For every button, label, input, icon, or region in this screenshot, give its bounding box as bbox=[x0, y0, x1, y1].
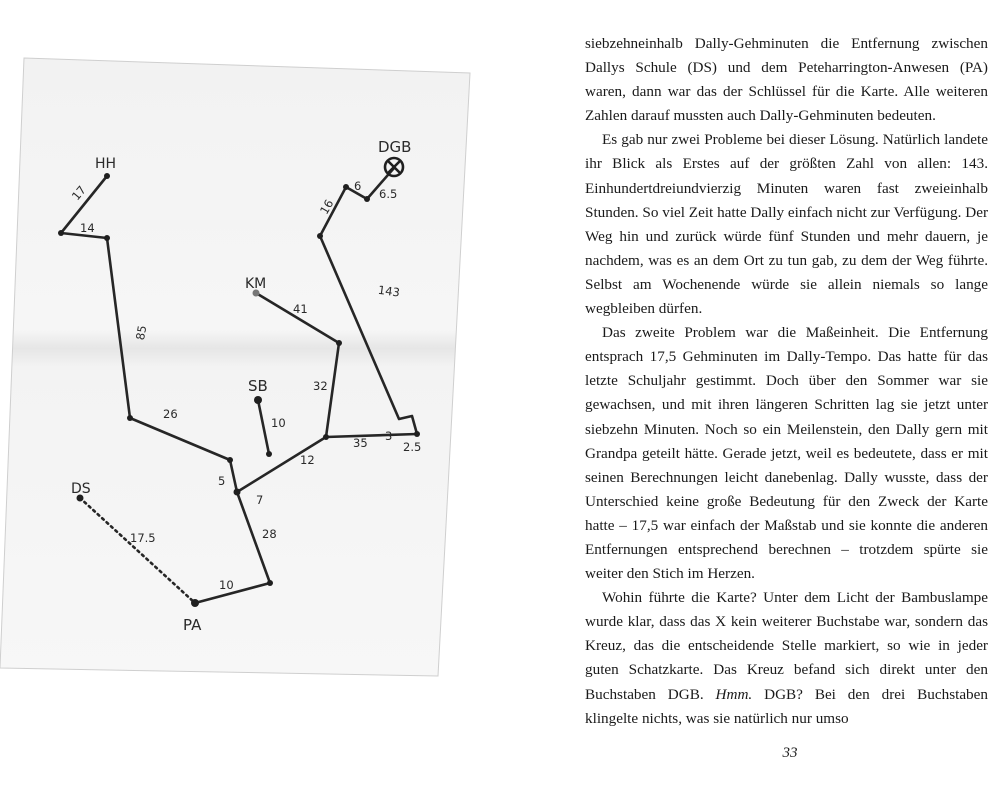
distance-10-pa: 10 bbox=[219, 578, 234, 592]
distance-6: 6 bbox=[354, 179, 362, 193]
distance-26: 26 bbox=[163, 407, 178, 421]
paragraph-4-emphasis: Hmm. bbox=[715, 685, 753, 703]
distance-14: 14 bbox=[80, 221, 95, 235]
paragraph-4-end: DGB? Bei den drei Buchstaben klingelte nichts, was sie natürlich nur umso bbox=[585, 685, 988, 727]
distance-17: 17 bbox=[68, 182, 89, 204]
distance-16: 16 bbox=[316, 197, 337, 217]
paragraph-1: siebzehneinhalb Dally-Gehminuten die Entfernung zwischen Dallys Schule (DS) und dem Peteharrington-Anwesen (PA) waren, dann war das der Schlüssel für die Karte. Alle weiteren Zahlen darauf mussten auch Dally-Gehminuten bedeuten. bbox=[585, 35, 988, 125]
distance-12: 12 bbox=[300, 453, 315, 467]
label-pa: PA bbox=[183, 616, 202, 634]
page-number: 33 bbox=[782, 745, 798, 761]
label-km: KM bbox=[245, 276, 267, 292]
distance-35: 35 bbox=[353, 436, 368, 450]
paragraph-4 bbox=[585, 586, 988, 731]
paragraph-4-start: Wohin führte die Karte? Unter dem Licht der Bambuslampe wurde klar, dass das X kein weiterer Buchstabe war, sondern das Kreuz, das die entscheidende Stelle markiert, so wie in jeder guten Schatzkarte. Das Kreuz befand sich direkt unter den Buchstaben DGB. bbox=[585, 589, 988, 703]
distance-32: 32 bbox=[313, 379, 328, 393]
book-page-text bbox=[585, 32, 988, 731]
paragraph-2: Es gab nur zwei Probleme bei dieser Lösung. Natürlich landete ihr Blick als Erstes auf der größten Zahl von allen: 143. Einhundertdreiundvierzig Minuten waren fast zweieinhalb Stunden. So viel Zeit hatte Dally einfach nicht zur Verfügung. Der Weg hin und zurück würde fünf Stunden und mehr dauern, je nachdem, was es an dem Ort zu tun gab, zu dem der Weg führte. Selbst am Wochenende würde sie allein niemals so lange wegbleiben dürfen. bbox=[585, 131, 988, 318]
distance-7: 7 bbox=[256, 493, 264, 507]
label-ds: DS bbox=[71, 481, 91, 497]
label-hh: HH bbox=[95, 156, 117, 172]
distance-2-5: 2.5 bbox=[403, 440, 422, 454]
distance-5: 5 bbox=[218, 474, 226, 488]
label-sb: SB bbox=[248, 377, 268, 395]
distance-10-sb: 10 bbox=[271, 416, 286, 430]
distance-85: 85 bbox=[133, 324, 150, 342]
distance-17-5: 17.5 bbox=[130, 531, 156, 545]
distance-6-5: 6.5 bbox=[379, 187, 398, 201]
distance-41: 41 bbox=[293, 302, 308, 316]
distance-3: 3 bbox=[385, 429, 393, 443]
paragraph-3: Das zweite Problem war die Maßeinheit. Die Entfernung entsprach 17,5 Gehminuten im Dally-Tempo. Das hatte für das letzte Schuljahr gestimmt. Doch über den Sommer war sie gewachsen, und mit ihren längeren Schritten lag sie jetzt unter siebzehn Minuten. Noch so ein Meilenstein, den Dally gern mit Grandpa geteilt hätte. Gerade jetzt, weil es bedeutete, dass er mit seinen Berechnungen leicht danebenlag. Dally wusste, dass der Unterschied keine große Bedeutung für den Zweck der Karte hatte – 17,5 war einfach der Maßstab und sie konnte die anderen Entfernungen entsprechend berechnen – trotzdem spürte sie weiter den Stich im Herzen. bbox=[585, 324, 988, 583]
distance-28: 28 bbox=[262, 527, 277, 541]
distance-143: 143 bbox=[377, 282, 401, 300]
label-dgb: DGB bbox=[378, 138, 412, 156]
